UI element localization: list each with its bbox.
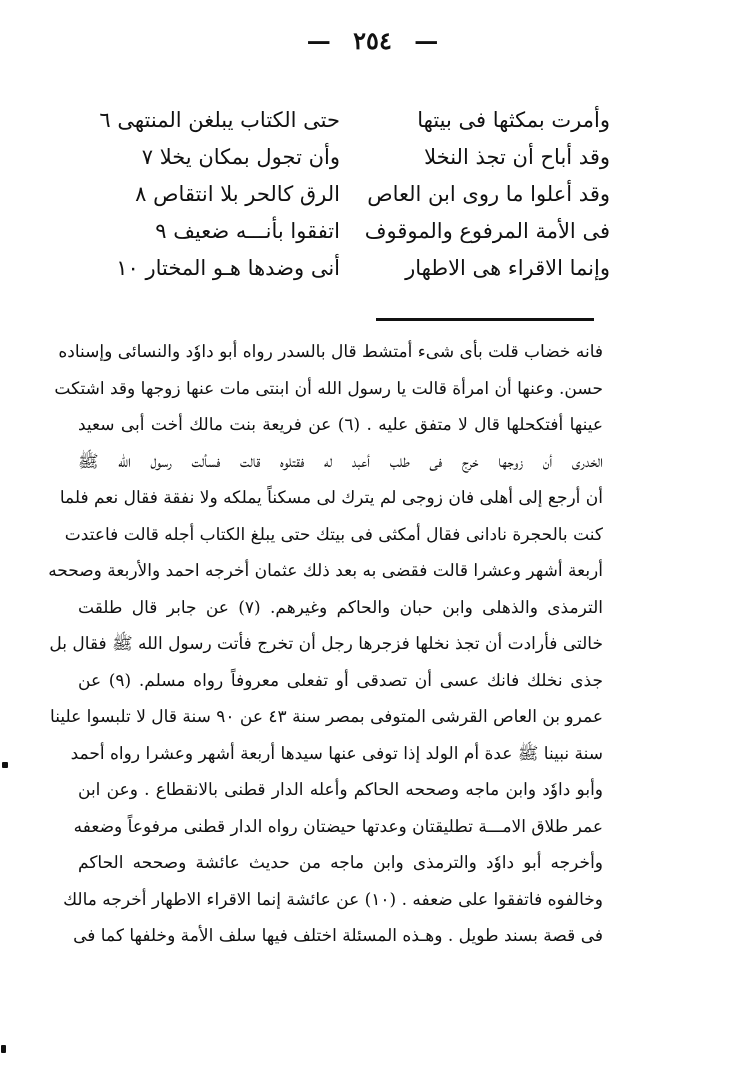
verse-first-hemistich: فى الأمة المرفوع والموقوف [364,219,610,243]
verse-second-hemistich: الرق كالحر بلا انتقاص ٨ [135,182,340,206]
commentary-line: كنت بالحجرة نادانى فقال أمكثى فى بيتك حتى يبلغ الكتاب أجله قالت فاعتدت [64,524,603,545]
commentary-line: عمرو بن العاص القرشى المتوفى بمصر سنة ٤٣ عن ٩٠ سنة قال لا تلبسوا علينا [50,707,603,727]
commentary-line: وأخرجه أبو داوٗد والترمذى وابن ماجه من حديث عائشة وصححه الحاكم [78,853,603,873]
verse-line [90,219,610,256]
commentary-line: وخالفوه فاتفقوا على ضعفه . (١٠) عن عائشة إنما الاقراء الاطهار أخرجه مالك [63,889,603,910]
verse-first-hemistich: وأمرت بمكثها فى بيتها [417,108,610,132]
verse-second-hemistich: اتفقوا بأنـــه ضعيف ٩ [155,219,340,243]
verse-block [90,108,610,293]
page-number [0,26,745,55]
commentary-line: الترمذى والذهلى وابن حبان والحاكم وغيرهم. (٧) عن جابر قال طلقت [78,597,603,618]
scan-margin-mark [1,1045,6,1053]
commentary-line: عينها أفتكحلها قال لا متفق عليه . (٦) عن فريعة بنت مالك أخت أبى سعيد [78,415,603,435]
commentary-line: جذى نخلك فانك عسى أن تصدقى أو تفعلى معروفاً رواه مسلم. (٩) عن [78,670,603,691]
commentary-line: أن أرجع إلى أهلى فان زوجى لم يترك لى مسكناً يملكه ولا نفقة فقال نعم فلما [59,488,603,508]
commentary-line: عمر طلاق الامـــة تطليقتان وعدتها حيضتان رواه الدار قطنى مرفوعاً وضعفه [73,816,603,837]
page-number-value: ٢٥٤ [353,26,392,55]
verse-line [90,182,610,219]
commentary-line: سنة نبينا ﷺ عدة أم الولد إذا توفى عنها سيدها أربعة أشهر وعشرا رواه أحمد [70,743,603,764]
verse-line [90,145,610,182]
verse-line [90,256,610,293]
page-number-dash-left: — [414,26,439,55]
section-divider-rule [376,318,594,321]
commentary-line: وأبو داوٗد وابن ماجه وصححه الحاكم وأعله الدار قطنى بالانقطاع . وعن ابن [78,780,603,800]
commentary-line: حسن. وعنها أن امرأة قالت يا رسول الله أن ابنتى مات عنها زوجها وقد اشتكت [54,378,603,399]
commentary-line: أربعة أشهر وعشرا قالت فقضى به بعد ذلك عثمان أخرجه احمد والأربعة وصححه [48,561,603,581]
verse-first-hemistich: وقد أعلوا ما روى ابن العاص [367,182,610,206]
verse-second-hemistich: أنى وضدها هـو المختار ١٠ [116,256,340,280]
commentary-text [48,334,603,955]
commentary-line: خالتى فأرادت أن تجذ نخلها فزجرها رجل أن تخرج فأتت رسول الله ﷺ فقال بل [49,634,603,654]
commentary-line: فانه خضاب قلت بأى شىء أمتشط قال بالسدر رواه أبو داوٗد والنسائى وإسناده [58,342,603,362]
commentary-line: الخدرى أن زوجها خرج فى طلب أعبد له فقتلوه قالت فسألت رسول الله ﷺ [78,451,603,472]
scan-margin-mark [2,762,8,768]
verse-second-hemistich: حتى الكتاب يبلغن المنتهى ٦ [99,108,340,132]
page-number-dash-right: — [306,26,331,55]
verse-second-hemistich: وأن تجول بمكان يخلا ٧ [141,145,340,169]
commentary-line: فى قصة بسند طويل . وهـذه المسئلة اختلف فيها سلف الأمة وخلفها كما فى [73,926,603,946]
verse-first-hemistich: وقد أباح أن تجذ النخلا [424,145,610,169]
verse-first-hemistich: وإنما الاقراء هى الاطهار [405,256,610,280]
verse-line [90,108,610,145]
